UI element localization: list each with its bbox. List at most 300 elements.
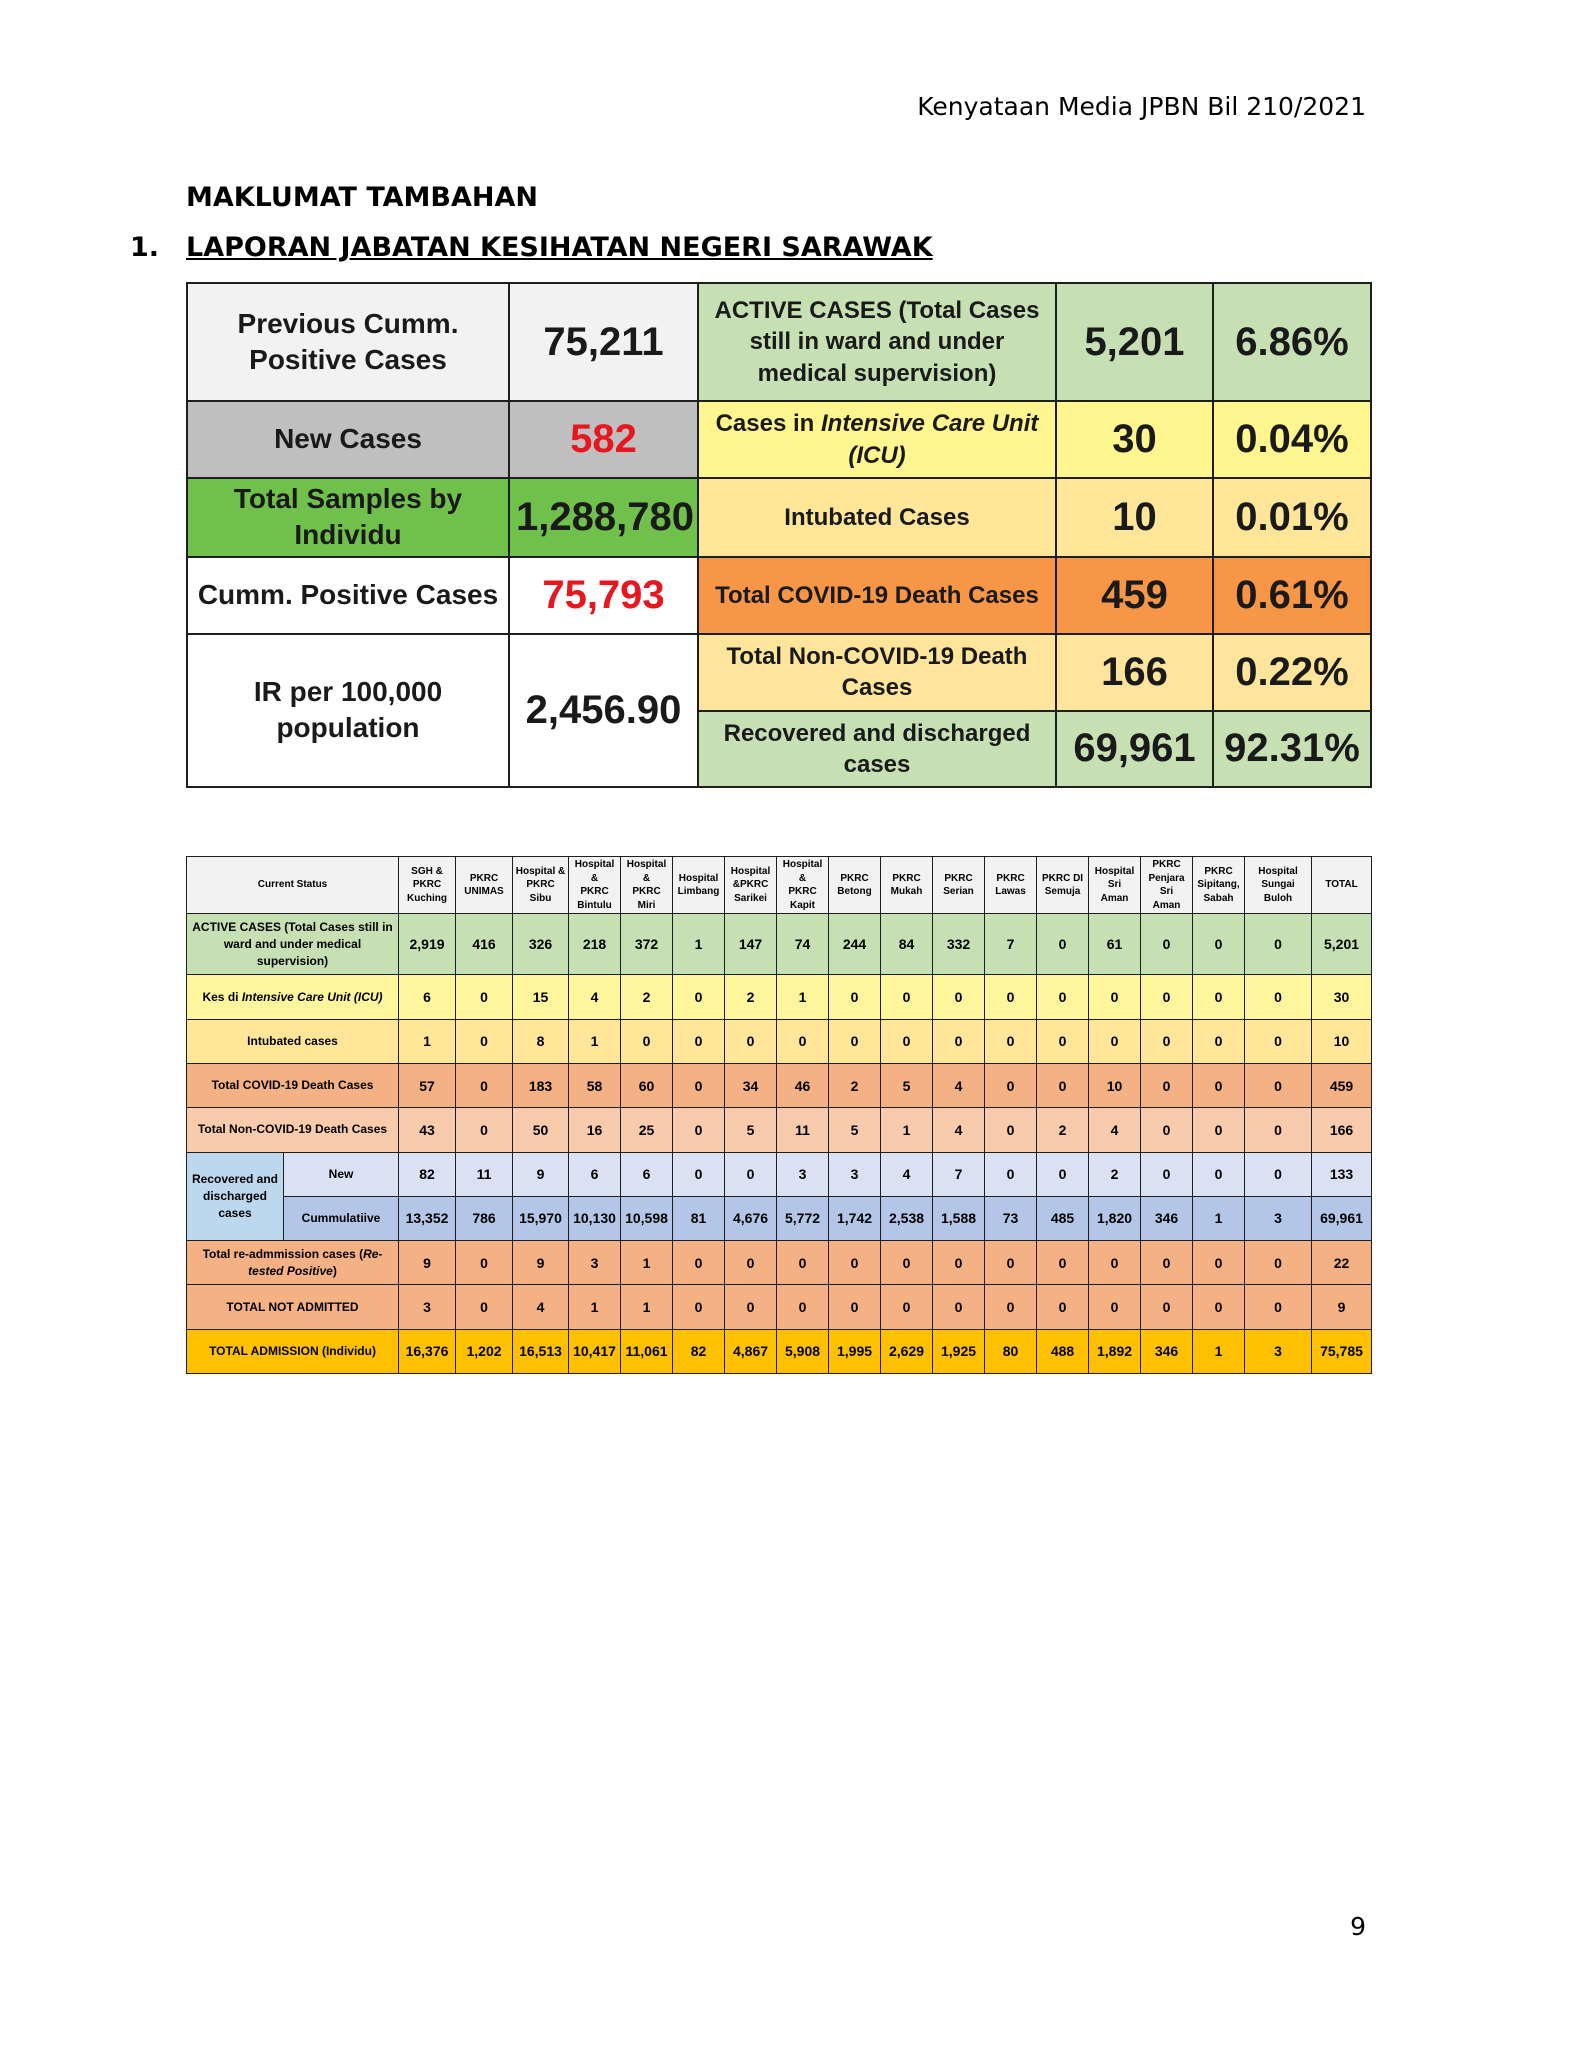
table-cell: 0 <box>1193 1108 1245 1152</box>
noncovid-pct: 0.22% <box>1213 634 1371 711</box>
column-header-line: PKRC <box>840 872 869 884</box>
column-header-line: Limbang <box>677 886 720 897</box>
table-cell: 7 <box>985 914 1037 975</box>
table-cell: 4,676 <box>725 1196 777 1240</box>
table-cell: 60 <box>621 1063 673 1107</box>
table-cell: 16,513 <box>513 1329 569 1373</box>
table-cell: 6 <box>621 1152 673 1196</box>
column-header <box>1089 857 1141 914</box>
column-header <box>725 857 777 914</box>
row-label-prefix: Total re-admmission cases ( <box>202 1246 364 1261</box>
table-cell: 0 <box>985 1152 1037 1196</box>
prev-cumm-label: Previous Cumm. Positive Cases <box>187 283 509 401</box>
column-header-line: Aman <box>1100 892 1129 904</box>
page-number: 9 <box>1350 1912 1366 1941</box>
table-row <box>187 1329 1372 1373</box>
table-cell: 3 <box>569 1241 621 1285</box>
column-header <box>513 857 569 914</box>
column-header-line: PKRC DI <box>1041 872 1084 884</box>
icu-label-prefix: Cases in <box>715 410 821 438</box>
table-cell: 5 <box>725 1108 777 1152</box>
table-cell: 0 <box>985 1063 1037 1107</box>
column-header <box>1037 857 1089 914</box>
table-cell: 16 <box>569 1108 621 1152</box>
table-cell: 0 <box>1089 975 1141 1019</box>
table-cell: 0 <box>881 1019 933 1063</box>
noncovid-label: Total Non-COVID-19 Death Cases <box>698 634 1056 711</box>
table-cell: 0 <box>673 1019 725 1063</box>
column-header <box>881 857 933 914</box>
table-cell: 0 <box>1141 1108 1193 1152</box>
column-header-line: Bintulu <box>577 899 612 911</box>
table-cell: 488 <box>1037 1329 1089 1373</box>
table-cell: 10,598 <box>621 1196 673 1240</box>
table-cell: 6 <box>569 1152 621 1196</box>
table-cell: 0 <box>933 1285 985 1329</box>
row-label: Total COVID-19 Death Cases <box>187 1063 399 1107</box>
table-cell: 5,908 <box>777 1329 829 1373</box>
table-cell: 1 <box>621 1241 673 1285</box>
new-cases-value: 582 <box>509 401 698 478</box>
active-value: 5,201 <box>1056 283 1213 401</box>
table-cell: 3 <box>1245 1196 1312 1240</box>
table-cell: 7 <box>933 1152 985 1196</box>
table-cell: 5,772 <box>777 1196 829 1240</box>
table-cell: 0 <box>1089 1241 1141 1285</box>
row-label-italic: Intensive Care Unit (ICU) <box>241 989 383 1004</box>
table-cell: 10,130 <box>569 1196 621 1240</box>
row-label: ACTIVE CASES (Total Cases still in ward and under medical supervision) <box>187 914 399 975</box>
table-cell: 485 <box>1037 1196 1089 1240</box>
table-cell: 0 <box>1089 1019 1141 1063</box>
table-cell: 43 <box>399 1108 456 1152</box>
table-cell: 1 <box>569 1285 621 1329</box>
table-cell: 1 <box>673 914 725 975</box>
table-cell: 4 <box>513 1285 569 1329</box>
table-cell: 1 <box>569 1019 621 1063</box>
column-header-line: Mukah <box>890 886 923 897</box>
new-cases-label: New Cases <box>187 401 509 478</box>
table-cell: 0 <box>1141 1063 1193 1107</box>
table-cell: 0 <box>985 975 1037 1019</box>
summary-table <box>186 282 1372 788</box>
table-cell: 0 <box>1141 975 1193 1019</box>
table-cell: 0 <box>1245 1241 1312 1285</box>
table-cell: 183 <box>513 1063 569 1107</box>
heading-number: 1. <box>130 232 160 263</box>
table-cell: 0 <box>829 1241 881 1285</box>
column-header-line: Serian <box>943 886 974 897</box>
table-cell: 0 <box>1141 1285 1193 1329</box>
table-cell: 5 <box>881 1063 933 1107</box>
table-cell: 2,919 <box>399 914 456 975</box>
table-cell: 82 <box>673 1329 725 1373</box>
table-cell: 1 <box>1193 1196 1245 1240</box>
icu-pct: 0.04% <box>1213 401 1371 478</box>
table-cell: 0 <box>1245 1108 1312 1152</box>
table-cell: 46 <box>777 1063 829 1107</box>
table-cell: 0 <box>1193 1019 1245 1063</box>
table-cell: 57 <box>399 1063 456 1107</box>
table-cell: 1 <box>881 1108 933 1152</box>
column-header <box>399 857 456 914</box>
table-cell: 0 <box>985 1019 1037 1063</box>
column-header <box>777 857 829 914</box>
table-cell: 0 <box>673 1108 725 1152</box>
table-cell: 22 <box>1312 1241 1372 1285</box>
table-cell: 0 <box>1141 914 1193 975</box>
table-cell: 16,376 <box>399 1329 456 1373</box>
table-cell: 69,961 <box>1312 1196 1372 1240</box>
column-header-line: PKRC <box>788 886 817 897</box>
table-cell: 0 <box>1037 914 1089 975</box>
table-cell: 0 <box>1037 1285 1089 1329</box>
table-cell: 15 <box>513 975 569 1019</box>
column-header <box>829 857 881 914</box>
table-cell: 25 <box>621 1108 673 1152</box>
table-cell: 0 <box>673 1285 725 1329</box>
row-label-italic: Re-tested Positive <box>248 1246 383 1278</box>
prev-cumm-value: 75,211 <box>509 283 698 401</box>
row-label: Cummulatiive <box>284 1196 399 1240</box>
table-cell: 372 <box>621 914 673 975</box>
table-cell: 133 <box>1312 1152 1372 1196</box>
recovered-group-label: Recovered and discharged cases <box>187 1152 284 1241</box>
table-cell: 2,629 <box>881 1329 933 1373</box>
table-cell: 5 <box>829 1108 881 1152</box>
row-label: TOTAL NOT ADMITTED <box>187 1285 399 1329</box>
table-cell: 2 <box>1089 1152 1141 1196</box>
table-cell: 0 <box>933 1019 985 1063</box>
table-cell: 0 <box>621 1019 673 1063</box>
table-cell: 218 <box>569 914 621 975</box>
table-cell: 1,742 <box>829 1196 881 1240</box>
column-header-line: Hospital & <box>574 859 615 884</box>
row-label <box>187 975 399 1019</box>
row-label: TOTAL ADMISSION (Individu) <box>187 1329 399 1373</box>
table-cell: 0 <box>673 1241 725 1285</box>
active-pct: 6.86% <box>1213 283 1371 401</box>
table-cell: 1,995 <box>829 1329 881 1373</box>
table-cell: 2 <box>621 975 673 1019</box>
table-cell: 2 <box>725 975 777 1019</box>
row-label-suffix: ) <box>332 1263 337 1278</box>
table-cell: 0 <box>933 1241 985 1285</box>
column-header <box>1312 857 1372 914</box>
row-label <box>187 1241 399 1285</box>
cumm-label: Cumm. Positive Cases <box>187 557 509 634</box>
table-cell: 9 <box>1312 1285 1372 1329</box>
row-label: Intubated cases <box>187 1019 399 1063</box>
death-label: Total COVID-19 Death Cases <box>698 557 1056 634</box>
table-cell: 0 <box>1245 1285 1312 1329</box>
table-cell: 10 <box>1089 1063 1141 1107</box>
table-cell: 6 <box>399 975 456 1019</box>
column-header-line: PKRC <box>1204 865 1233 877</box>
table-cell: 0 <box>985 1241 1037 1285</box>
table-cell: 0 <box>985 1108 1037 1152</box>
active-label: ACTIVE CASES (Total Cases still in ward and under medical supervision) <box>698 283 1056 401</box>
column-header-line: PKRC Sibu <box>526 879 555 904</box>
table-cell: 459 <box>1312 1063 1372 1107</box>
row-label: Total Non-COVID-19 Death Cases <box>187 1108 399 1152</box>
table-cell: 3 <box>829 1152 881 1196</box>
table-cell: 75,785 <box>1312 1329 1372 1373</box>
table-cell: 166 <box>1312 1108 1372 1152</box>
table-cell: 61 <box>1089 914 1141 975</box>
table-cell: 4 <box>933 1063 985 1107</box>
column-header-line: PKRC <box>1152 859 1181 870</box>
table-cell: 15,970 <box>513 1196 569 1240</box>
table-cell: 34 <box>725 1063 777 1107</box>
table-cell: 332 <box>933 914 985 975</box>
column-header <box>569 857 621 914</box>
cumm-value: 75,793 <box>509 557 698 634</box>
samples-label: Total Samples by Individu <box>187 478 509 557</box>
table-cell: 0 <box>829 1019 881 1063</box>
table-cell: 3 <box>399 1285 456 1329</box>
table-cell: 1 <box>621 1285 673 1329</box>
column-header-line: Betong <box>837 886 872 897</box>
icu-value: 30 <box>1056 401 1213 478</box>
column-header-line: Sarikei <box>734 892 767 904</box>
column-header-line: Hospital & <box>782 859 823 884</box>
column-header-line: PKRC <box>892 872 921 884</box>
table-cell: 4 <box>569 975 621 1019</box>
document-reference: Kenyataan Media JPBN Bil 210/2021 <box>917 92 1366 121</box>
table-cell: 326 <box>513 914 569 975</box>
column-header <box>985 857 1037 914</box>
table-cell: 0 <box>1193 1285 1245 1329</box>
table-cell: 50 <box>513 1108 569 1152</box>
row-label: New <box>284 1152 399 1196</box>
column-header-line: Hospital <box>1258 865 1298 877</box>
table-cell: 8 <box>513 1019 569 1063</box>
column-header <box>933 857 985 914</box>
table-cell: 4,867 <box>725 1329 777 1373</box>
column-header-line: PKRC <box>944 872 973 884</box>
column-header-line: Kapit <box>790 899 816 911</box>
table-cell: 0 <box>456 975 513 1019</box>
table-cell: 0 <box>725 1019 777 1063</box>
table-cell: 10,417 <box>569 1329 621 1373</box>
intubated-pct: 0.01% <box>1213 478 1371 557</box>
column-header-line: Kuching <box>407 892 448 904</box>
table-cell: 11 <box>456 1152 513 1196</box>
column-header-line: Semuja <box>1044 886 1081 897</box>
report-heading <box>130 232 933 263</box>
table-cell: 4 <box>1089 1108 1141 1152</box>
column-header-line: Lawas <box>995 886 1026 897</box>
table-cell: 1,202 <box>456 1329 513 1373</box>
table-cell: 1 <box>1193 1329 1245 1373</box>
column-header-line: PKRC <box>469 872 499 884</box>
table-cell: 0 <box>456 1241 513 1285</box>
table-cell: 0 <box>1037 1019 1089 1063</box>
detail-table <box>186 856 1372 1374</box>
table-cell: 9 <box>513 1241 569 1285</box>
table-cell: 1,588 <box>933 1196 985 1240</box>
row-label-prefix: Kes di <box>202 989 242 1004</box>
column-header-line: Sipitang, <box>1197 879 1240 891</box>
table-cell: 13,352 <box>399 1196 456 1240</box>
column-header-line: PKRC <box>996 872 1025 884</box>
column-header <box>1141 857 1193 914</box>
column-header-line: Hospital & <box>515 865 566 877</box>
table-cell: 80 <box>985 1329 1037 1373</box>
column-header-line: &PKRC <box>732 879 769 891</box>
table-cell: 1 <box>777 975 829 1019</box>
table-cell: 0 <box>1193 914 1245 975</box>
table-cell: 5,201 <box>1312 914 1372 975</box>
column-header-line: Penjara Sri <box>1148 872 1185 897</box>
table-cell: 346 <box>1141 1196 1193 1240</box>
table-cell: 0 <box>1141 1019 1193 1063</box>
heading-text: LAPORAN JABATAN KESIHATAN NEGERI SARAWAK <box>186 232 933 263</box>
column-header-line: PKRC <box>412 879 442 891</box>
table-cell: 2,538 <box>881 1196 933 1240</box>
table-cell: 4 <box>881 1152 933 1196</box>
table-cell: 1,892 <box>1089 1329 1141 1373</box>
table-cell: 147 <box>725 914 777 975</box>
column-header-line: Sabah <box>1203 892 1234 904</box>
table-cell: 0 <box>725 1152 777 1196</box>
recovered-label: Recovered and discharged cases <box>698 711 1056 787</box>
table-cell: 4 <box>933 1108 985 1152</box>
table-cell: 84 <box>881 914 933 975</box>
recovered-value: 69,961 <box>1056 711 1213 787</box>
table-row <box>187 1019 1372 1063</box>
table-cell: 0 <box>1037 1063 1089 1107</box>
column-header-line: SGH & <box>411 865 443 877</box>
ir-label: IR per 100,000 population <box>187 634 509 787</box>
table-cell: 0 <box>777 1285 829 1329</box>
column-header-line: Hospital & <box>626 859 667 884</box>
table-cell: 0 <box>777 1241 829 1285</box>
table-cell: 0 <box>1193 1063 1245 1107</box>
column-header <box>1245 857 1312 914</box>
table-cell: 0 <box>881 1285 933 1329</box>
column-header <box>1193 857 1245 914</box>
column-header-line: UNIMAS <box>464 886 504 897</box>
ir-value: 2,456.90 <box>509 634 698 787</box>
table-cell: 58 <box>569 1063 621 1107</box>
table-cell: 9 <box>399 1241 456 1285</box>
death-pct: 0.61% <box>1213 557 1371 634</box>
table-cell: 11,061 <box>621 1329 673 1373</box>
table-cell: 0 <box>933 975 985 1019</box>
recovered-pct: 92.31% <box>1213 711 1371 787</box>
table-cell: 0 <box>1141 1241 1193 1285</box>
noncovid-value: 166 <box>1056 634 1213 711</box>
table-cell: 0 <box>1193 975 1245 1019</box>
icu-label-italic: Intensive Care Unit (ICU) <box>820 410 1039 469</box>
table-cell: 0 <box>456 1108 513 1152</box>
column-header-line: TOTAL <box>1325 879 1358 891</box>
table-row <box>187 975 1372 1019</box>
table-cell: 81 <box>673 1196 725 1240</box>
table-cell: 0 <box>725 1241 777 1285</box>
table-cell: 0 <box>456 1019 513 1063</box>
table-cell: 0 <box>1089 1285 1141 1329</box>
column-header-line: Hospital <box>730 865 771 877</box>
table-cell: 0 <box>1141 1152 1193 1196</box>
table-row <box>187 1196 1372 1240</box>
table-row <box>187 1241 1372 1285</box>
table-cell: 0 <box>1037 975 1089 1019</box>
table-row <box>187 1063 1372 1107</box>
table-cell: 416 <box>456 914 513 975</box>
table-cell: 30 <box>1312 975 1372 1019</box>
table-cell: 0 <box>1245 1152 1312 1196</box>
column-header-line: Hospital <box>678 872 719 884</box>
table-cell: 0 <box>1037 1152 1089 1196</box>
table-cell: 73 <box>985 1196 1037 1240</box>
table-cell: 346 <box>1141 1329 1193 1373</box>
table-cell: 0 <box>1193 1241 1245 1285</box>
column-header <box>673 857 725 914</box>
table-cell: 82 <box>399 1152 456 1196</box>
column-header-line: Sungai Buloh <box>1261 879 1295 904</box>
table-cell: 2 <box>829 1063 881 1107</box>
death-value: 459 <box>1056 557 1213 634</box>
table-cell: 0 <box>673 1152 725 1196</box>
intubated-value: 10 <box>1056 478 1213 557</box>
table-cell: 0 <box>456 1063 513 1107</box>
table-cell: 10 <box>1312 1019 1372 1063</box>
table-cell: 786 <box>456 1196 513 1240</box>
table-row <box>187 1285 1372 1329</box>
table-cell: 3 <box>1245 1329 1312 1373</box>
table-cell: 3 <box>777 1152 829 1196</box>
table-cell: 0 <box>985 1285 1037 1329</box>
status-header: Current Status <box>187 857 399 914</box>
table-cell: 9 <box>513 1152 569 1196</box>
column-header-line: Hospital Sri <box>1094 865 1135 891</box>
table-cell: 0 <box>881 975 933 1019</box>
table-cell: 0 <box>829 975 881 1019</box>
table-row <box>187 914 1372 975</box>
column-header <box>456 857 513 914</box>
table-cell: 2 <box>1037 1108 1089 1152</box>
table-cell: 0 <box>1037 1241 1089 1285</box>
column-header-line: PKRC Miri <box>632 886 661 911</box>
table-cell: 74 <box>777 914 829 975</box>
table-cell: 0 <box>777 1019 829 1063</box>
table-cell: 0 <box>673 975 725 1019</box>
table-cell: 1,925 <box>933 1329 985 1373</box>
column-header <box>621 857 673 914</box>
column-header-line: Aman <box>1152 899 1181 911</box>
table-row <box>187 1152 1372 1196</box>
table-cell: 0 <box>829 1285 881 1329</box>
intubated-label: Intubated Cases <box>698 478 1056 557</box>
table-cell: 0 <box>1245 1063 1312 1107</box>
section-title: MAKLUMAT TAMBAHAN <box>186 182 538 213</box>
table-cell: 0 <box>1245 975 1312 1019</box>
table-cell: 0 <box>881 1241 933 1285</box>
column-header-line: PKRC <box>580 886 609 897</box>
icu-label <box>698 401 1056 478</box>
table-cell: 0 <box>725 1285 777 1329</box>
table-cell: 0 <box>673 1063 725 1107</box>
table-cell: 11 <box>777 1108 829 1152</box>
samples-value: 1,288,780 <box>509 478 698 557</box>
table-cell: 1,820 <box>1089 1196 1141 1240</box>
table-cell: 0 <box>456 1285 513 1329</box>
table-cell: 1 <box>399 1019 456 1063</box>
table-cell: 0 <box>1245 914 1312 975</box>
